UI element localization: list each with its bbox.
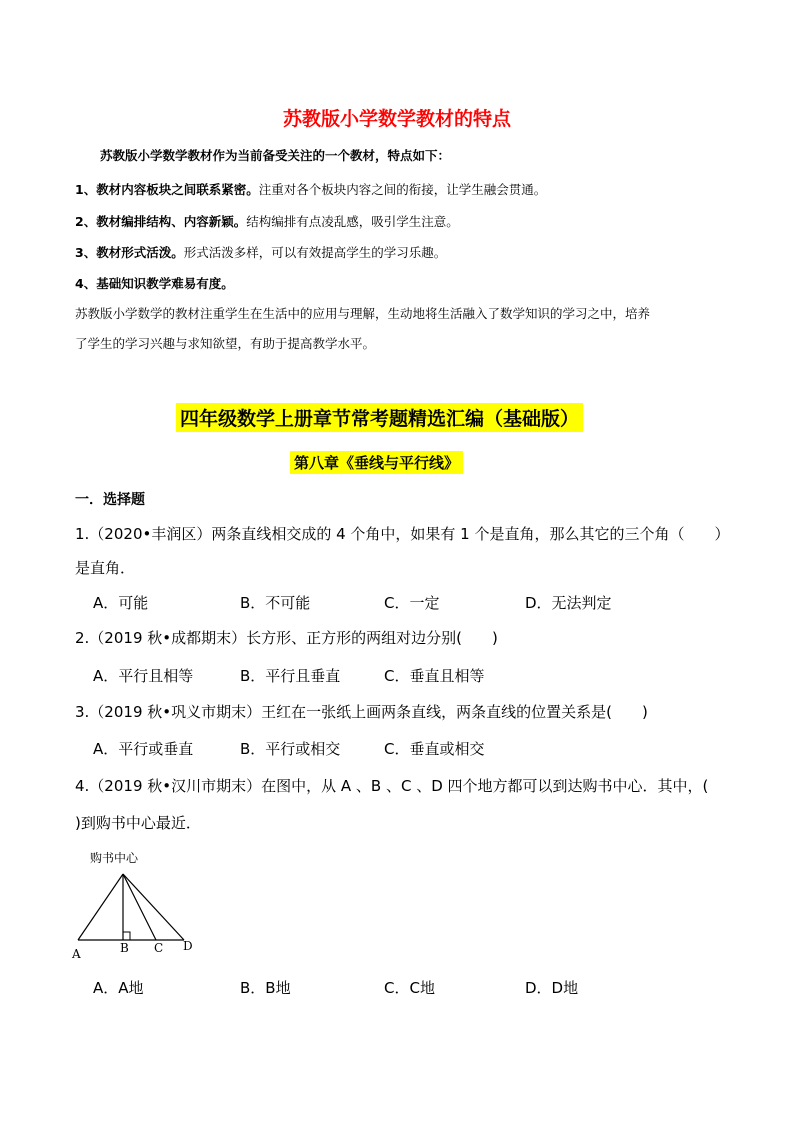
exam-title: 四年级数学上册章节常考题精选汇编（基础版） — [176, 403, 583, 432]
option-b[interactable]: B．B地 — [240, 979, 291, 997]
feature-heading: 基础知识教学难易有度。 — [96, 276, 234, 291]
question-3-line-1: 3.（2019 秋•巩义市期末）王红在一张纸上画两条直线，两条直线的位置关系是( ) — [75, 703, 648, 721]
option-b[interactable]: B．平行或相交 — [240, 740, 341, 758]
option-a[interactable]: A．平行或垂直 — [93, 740, 194, 758]
feature-text: 结构编排有点凌乱感，吸引学生注意。 — [246, 214, 459, 229]
feature-num: 2、 — [75, 214, 97, 229]
triangle-figure — [68, 846, 198, 964]
question-4-line-2: )到购书中心最近． — [75, 814, 201, 832]
question-1-line-1: 1.（2020•丰润区）两条直线相交成的 4 个角中，如果有 1 个是直角，那么其它的三个角（ ） — [75, 525, 730, 543]
feature-num: 4、 — [75, 276, 97, 291]
point-c-label: C — [154, 941, 164, 955]
option-d[interactable]: D．D地 — [525, 979, 579, 997]
summary-line-1: 苏教版小学数学的教材注重学生在生活中的应用与理解，生动地将生活融入了数学知识的学习之中，培养 — [75, 306, 651, 321]
chapter-title: 第八章《垂线与平行线》 — [290, 451, 463, 474]
feature-item — [75, 274, 234, 292]
feature-num: 3、 — [75, 245, 97, 260]
option-b[interactable]: B．不可能 — [240, 594, 311, 612]
option-c[interactable]: C．垂直或相交 — [384, 740, 485, 758]
document-title: 苏教版小学数学教材的特点 — [282, 108, 511, 130]
feature-heading: 教材编排结构、内容新颖。 — [96, 214, 247, 229]
section-heading: 一．选择题 — [75, 492, 145, 508]
feature-text: 注重对各个板块内容之间的衔接，让学生融会贯通。 — [258, 182, 547, 197]
option-c[interactable]: C．C地 — [384, 979, 435, 997]
question-4-line-1: 4.（2019 秋•汉川市期末）在图中，从 A 、B 、C 、D 四个地方都可以到达购书中心．其中，( — [75, 777, 709, 795]
point-a-label: A — [72, 947, 81, 961]
point-d-label: D — [183, 939, 193, 953]
option-c[interactable]: C．一定 — [384, 594, 440, 612]
feature-item — [75, 212, 459, 230]
feature-heading: 教材内容板块之间联系紧密。 — [96, 182, 259, 197]
option-a[interactable]: A．平行且相等 — [93, 667, 194, 685]
feature-text: 形式活泼多样，可以有效提高学生的学习乐趣。 — [183, 245, 447, 260]
feature-item — [75, 243, 446, 261]
line-to-d — [123, 874, 184, 940]
option-d[interactable]: D．无法判定 — [525, 594, 612, 612]
line-to-a — [78, 874, 123, 940]
point-b-label: B — [120, 941, 129, 955]
option-b[interactable]: B．平行且垂直 — [240, 667, 341, 685]
question-2-line-1: 2.（2019 秋•成都期末）长方形、正方形的两组对边分别( ) — [75, 629, 498, 647]
right-angle-mark — [123, 932, 130, 940]
feature-item — [75, 180, 546, 198]
intro-text: 苏教版小学数学教材作为当前备受关注的一个教材，特点如下： — [100, 148, 451, 163]
question-1-line-2: 是直角． — [75, 559, 136, 577]
summary-line-2: 了学生的学习兴趣与求知欲望，有助于提高教学水平。 — [75, 336, 376, 351]
feature-num: 1、 — [75, 182, 97, 197]
figure-top-label: 购书中心 — [90, 851, 139, 865]
feature-heading: 教材形式活泼。 — [96, 245, 184, 260]
option-a[interactable]: A．A地 — [93, 979, 144, 997]
option-a[interactable]: A．可能 — [93, 594, 149, 612]
line-to-c — [123, 874, 156, 940]
option-c[interactable]: C．垂直且相等 — [384, 667, 485, 685]
